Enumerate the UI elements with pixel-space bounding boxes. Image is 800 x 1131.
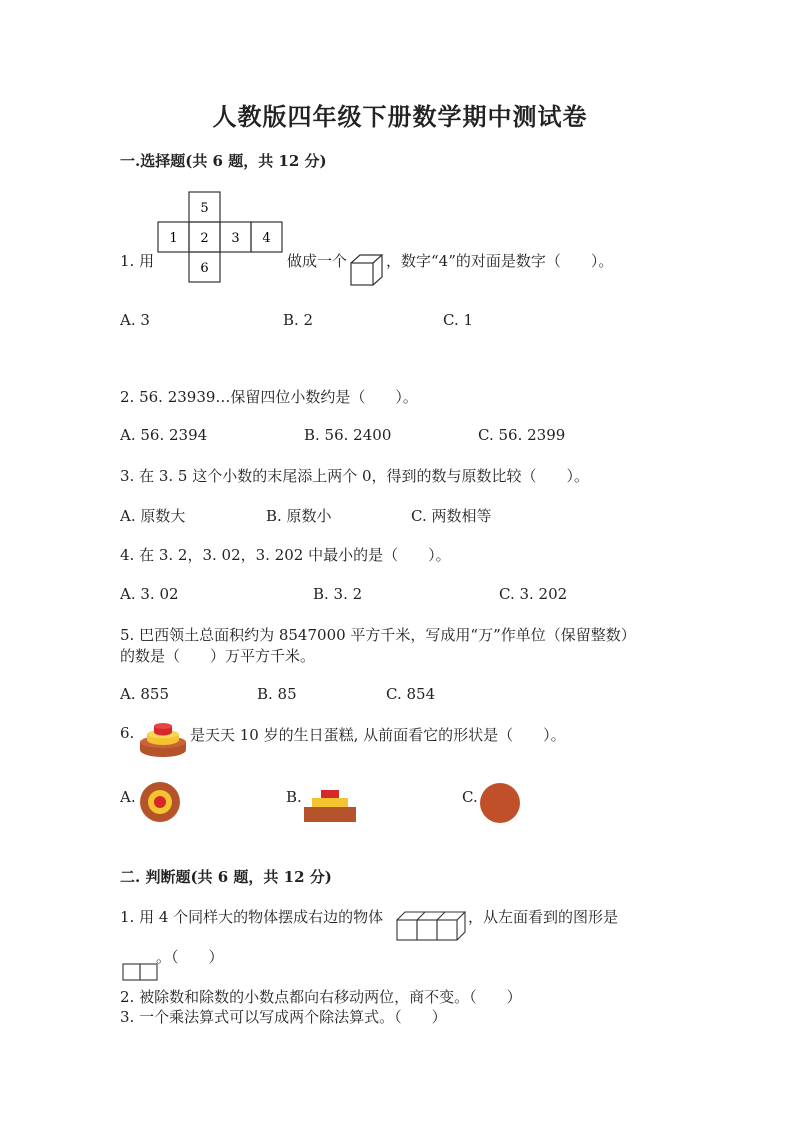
q6-option-b: B. [286,788,302,806]
q4-option-b: B. 3. 2 [313,585,363,603]
q2-option-b: B. 56. 2400 [304,426,392,444]
net-cell-1: 1 [169,231,178,246]
q2-option-c: C. 56. 2399 [478,426,566,444]
q1-option-b: B. 2 [283,311,314,329]
cube-net-figure [158,192,282,284]
q6-option-a: A. [120,788,136,806]
q1-option-a: A. 3 [120,311,150,329]
q2-text: 2. 56. 23939…保留四位小数约是（ ）。 [120,388,418,406]
q3-option-b: B. 原数小 [266,507,332,525]
cake-circle-icon [479,782,521,824]
q6-text: 是天天 10 岁的生日蛋糕, 从前面看它的形状是（ ）。 [190,726,566,744]
cake-front-view-icon [304,789,356,823]
q1-suffix: ，数字“4”的对面是数字（ ）。 [386,252,614,270]
net-cell-top: 5 [200,201,209,216]
net-cell-4: 4 [262,231,271,246]
judge-q3-text: 3. 一个乘法算式可以写成两个除法算式。（ ） [120,1008,447,1026]
birthday-cake-image [138,720,188,758]
section-heading-choice: 一.选择题(共 6 题，共 12 分) [120,152,327,170]
net-cell-bottom: 6 [200,261,209,276]
net-cell-3: 3 [231,231,240,246]
q4-option-a: A. 3. 02 [120,585,179,603]
cube-icon [350,254,384,286]
q5-line2: 的数是（ ）万平方千米。 [120,647,316,665]
judge-q2-text: 2. 被除数和除数的小数点都向右移动两位，商不变。（ ） [120,988,522,1006]
judge-q1-suffix: ，从左面看到的图形是 [468,908,619,926]
q3-option-c: C. 两数相等 [411,507,492,525]
judge-q1-line2: 。（ ） [156,948,224,966]
q5-line1: 5. 巴西领土总面积约为 8547000 平方千米，写成用“万”作单位（保留整数） [120,626,636,644]
q1-middle: 做成一个 [287,252,348,270]
q3-option-a: A. 原数大 [120,507,186,525]
q5-option-a: A. 855 [120,685,169,703]
q5-option-c: C. 854 [386,685,436,703]
stacked-blocks-figure [396,911,466,941]
q4-text: 4. 在 3. 2，3. 02，3. 202 中最小的是（ ）。 [120,546,451,564]
q5-option-b: B. 85 [257,685,297,703]
left-view-squares-figure [122,963,158,981]
q6-option-c: C. [462,788,478,806]
q6-prefix: 6. [120,724,135,742]
q2-option-a: A. 56. 2394 [120,426,208,444]
q1-option-c: C. 1 [443,311,474,329]
judge-q1-prefix: 1. 用 4 个同样大的物体摆成右边的物体 [120,908,384,926]
section-heading-judgment: 二. 判断题(共 6 题，共 12 分) [120,868,332,886]
q4-option-c: C. 3. 202 [499,585,568,603]
page-title: 人教版四年级下册数学期中测试卷 [212,102,588,131]
q1-prefix: 1. 用 [120,252,155,270]
net-cell-2: 2 [200,231,209,246]
q3-text: 3. 在 3. 5 这个小数的末尾添上两个 0，得到的数与原数比较（ ）。 [120,467,590,485]
cake-top-view-icon [139,781,181,823]
